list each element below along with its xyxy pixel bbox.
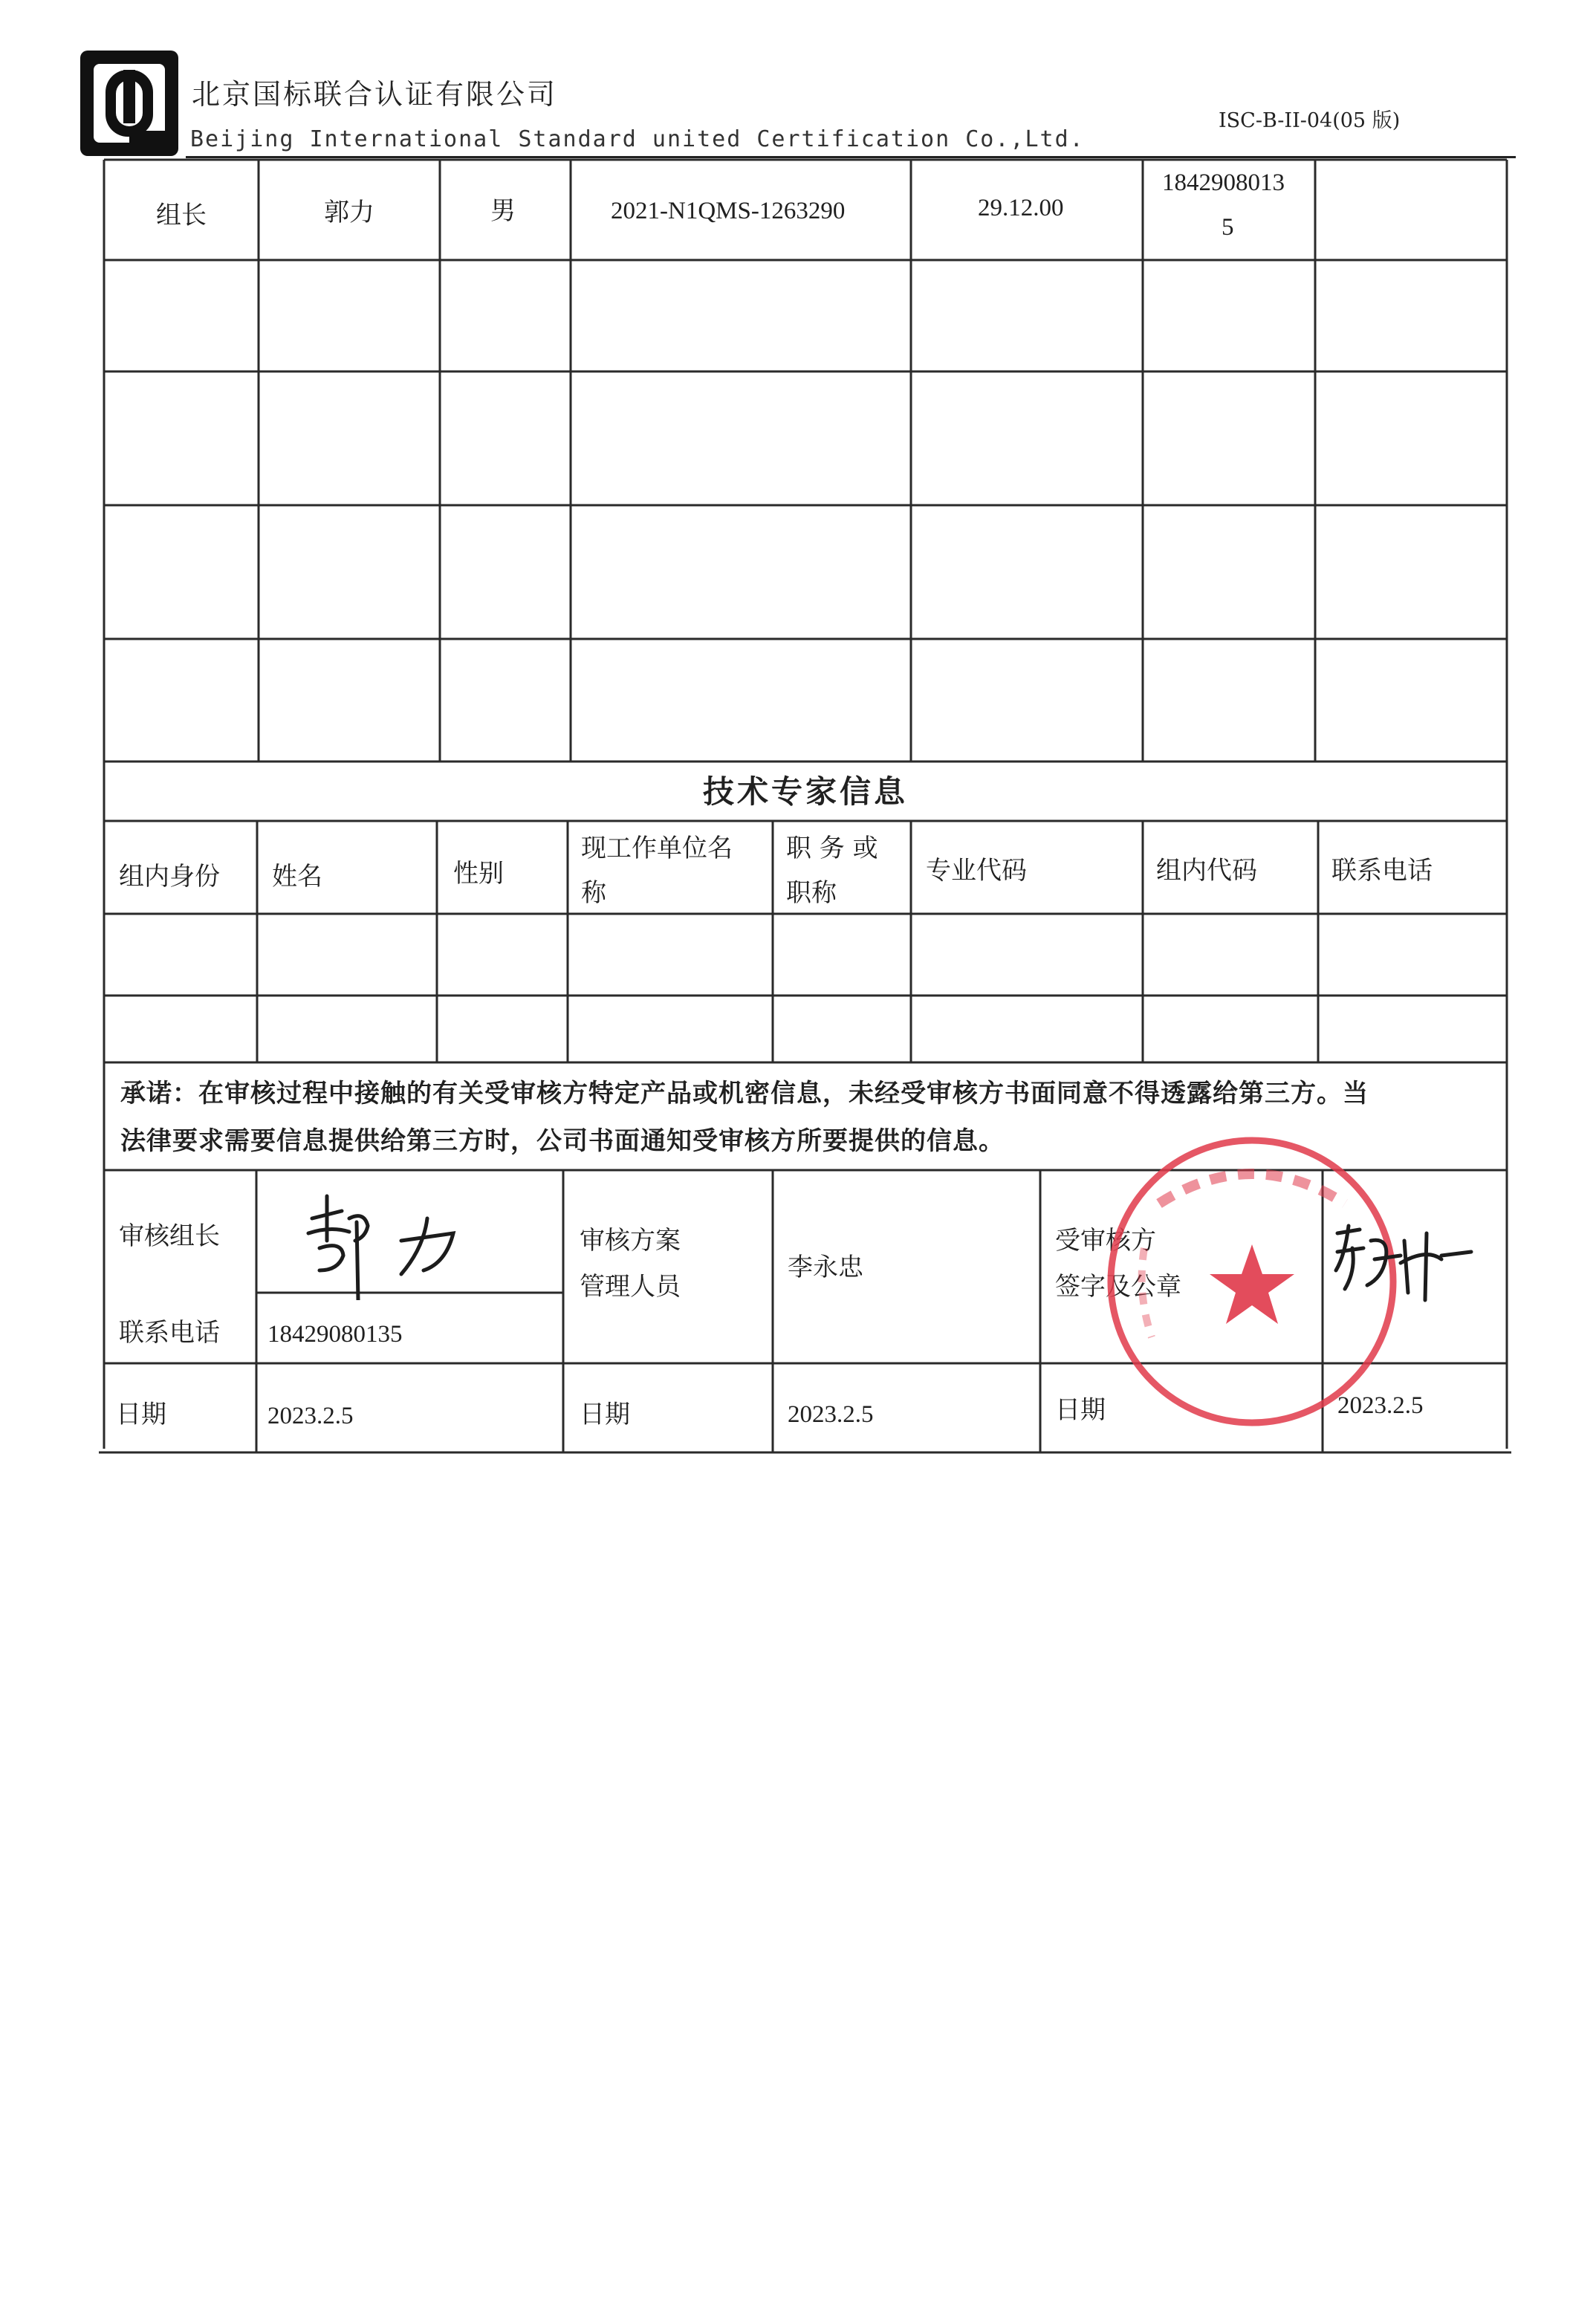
team-cert-number: 2021-N1QMS-1263290 bbox=[611, 198, 846, 224]
plan-label-line1: 审核方案 bbox=[580, 1226, 681, 1256]
auditee-date: 2023.2.5 bbox=[1337, 1392, 1424, 1419]
plan-manager-name: 李永忠 bbox=[788, 1253, 863, 1282]
expert-header-gender: 性别 bbox=[453, 859, 504, 889]
auditee-label-line1: 受审核方 bbox=[1055, 1226, 1156, 1256]
company-name-cn: 北京国标联合认证有限公司 bbox=[192, 78, 558, 111]
company-name-en: Beijing International Standard united Certification Co.,Ltd. bbox=[190, 126, 1085, 152]
expert-header-name: 姓名 bbox=[272, 862, 322, 892]
team-gender: 男 bbox=[490, 196, 516, 226]
expert-header-group-code: 组内代码 bbox=[1156, 856, 1257, 886]
auditee-label-line2: 签字及公章 bbox=[1055, 1272, 1181, 1302]
expert-header-role: 组内身份 bbox=[119, 862, 220, 892]
expert-header-phone: 联系电话 bbox=[1331, 856, 1433, 886]
leader-label: 审核组长 bbox=[119, 1221, 220, 1251]
plan-label-line2: 管理人员 bbox=[580, 1272, 681, 1302]
expert-header-code: 专业代码 bbox=[926, 856, 1027, 886]
pledge-line1: 承诺：在审核过程中接触的有关受审核方特定产品或机密信息，未经受审核方书面同意不得透露给第三方。当 bbox=[120, 1079, 1369, 1108]
auditee-signature bbox=[1330, 1218, 1479, 1308]
team-role: 组长 bbox=[156, 201, 207, 230]
pledge-line2: 法律要求需要信息提供给第三方时，公司书面通知受审核方所要提供的信息。 bbox=[120, 1126, 1005, 1156]
leader-signature bbox=[297, 1189, 476, 1300]
team-name: 郭力 bbox=[324, 198, 374, 227]
auditee-date-label: 日期 bbox=[1055, 1395, 1106, 1425]
expert-section-title: 技术专家信息 bbox=[703, 773, 909, 810]
expert-header-unit-line1: 现工作单位名 bbox=[581, 834, 733, 863]
expert-header-unit-line2: 称 bbox=[581, 878, 606, 908]
expert-header-post-line1: 职 务 或 bbox=[786, 834, 878, 863]
team-phone-line1: 1842908013 bbox=[1162, 169, 1285, 196]
leader-phone: 18429080135 bbox=[267, 1321, 403, 1348]
document-code: ISC-B-II-04(05 版) bbox=[1219, 109, 1401, 132]
team-code: 29.12.00 bbox=[978, 195, 1064, 221]
plan-date: 2023.2.5 bbox=[788, 1401, 874, 1428]
plan-date-label: 日期 bbox=[580, 1400, 630, 1429]
leader-date: 2023.2.5 bbox=[267, 1403, 354, 1429]
expert-header-post-line2: 职称 bbox=[786, 878, 837, 908]
team-phone-line2: 5 bbox=[1222, 214, 1234, 241]
leader-date-label: 日期 bbox=[116, 1400, 166, 1429]
phone-label: 联系电话 bbox=[119, 1318, 220, 1348]
